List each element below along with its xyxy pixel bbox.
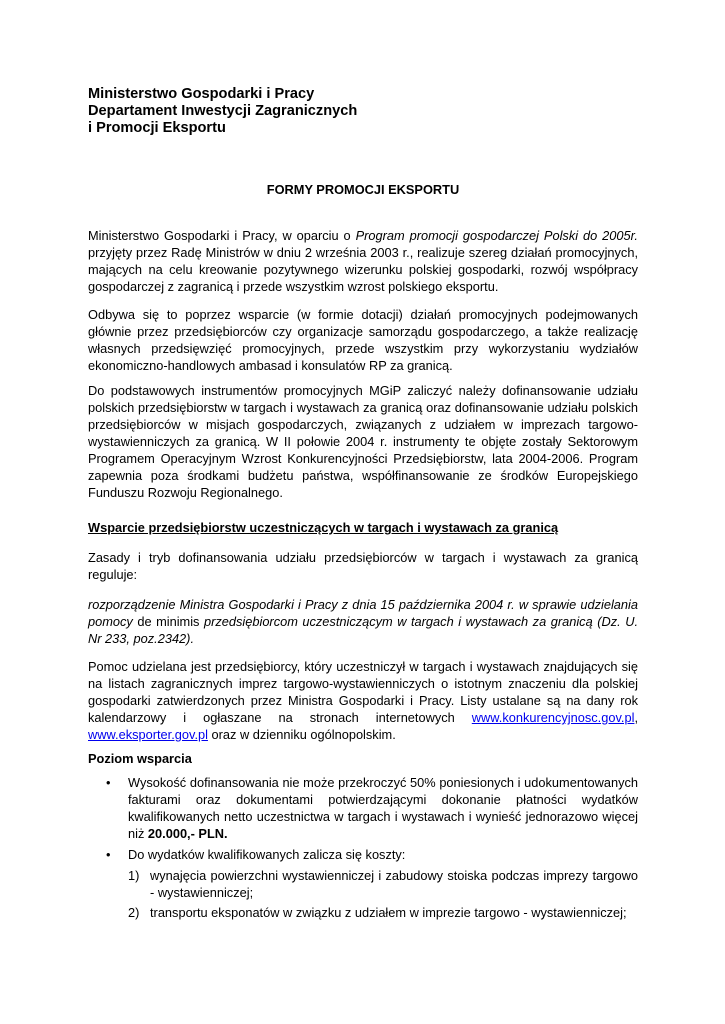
document-page [88,86,638,920]
section-paragraph-1: Zasady i tryb dofinansowania udziału przedsiębiorców w targach i wystawach za granicą reguluje: [88,550,638,582]
ministry-name: Ministerstwo Gospodarki i Pracy [88,86,315,102]
bullet-icon: • [106,847,111,862]
bullet-icon: • [106,775,111,790]
item-number: 1) [128,868,140,883]
department-name: Departament Inwestycji Zagranicznych [88,103,358,119]
section-paragraph-3: Pomoc udzielana jest przedsiębiorcy, który uczestniczył w targach i wystawach znajdujących się na listach zagranicznych imprez targowo-wystawienniczych o istotnym znaczeniu dla polskiej gospodarki zatwierdzonych przez Ministra Gospodarki i Pracy. Listy ustalane są na dany rok kalendarzowy i ogłaszane na stronach internetowych www.konkurencyjnosc.gov.pl, www.eksporter.gov.pl oraz w dzienniku ogólnopolskim. [88,659,638,742]
eksporter-link[interactable]: www.eksporter.gov.pl [88,727,208,742]
section-heading: Wsparcie przedsiębiorstw uczestniczących w targach i wystawach za granicą [88,520,559,535]
page-title: FORMY PROMOCJI EKSPORTU [266,182,460,197]
intro-paragraph-2: Odbywa się to poprzez wsparcie (w formie dotacji) działań promocyjnych podejmowanych głównie przez przedsiębiorców czy organizacje samorządu gospodarczego, a także realizację własnych przedsięwzięć promocyjnych, przede wszystkim przy wykorzystaniu wydziałów ekonomiczno-handlowych ambasad i konsulatów RP za granicą. [88,307,638,373]
bullet-text: Wysokość dofinansowania nie może przekroczyć 50% poniesionych i udokumentowanych fakturami oraz dokumentami potwierdzającymi dokonanie płatności wydatków kwalifikowanych netto uczestnictwa w targach i wystawach i wynieść jednorazowo więcej niż 20.000,- PLN. [128,775,638,841]
bullet-text: Do wydatków kwalifikowanych zalicza się koszty: [128,847,406,862]
intro-paragraph-1: Ministerstwo Gospodarki i Pracy, w oparciu o Program promocji gospodarczej Polski do 2005r. przyjęty przez Radę Ministrów w dniu 2 września 2003 r., realizuje szereg działań promocyjnych, mających na celu kreowanie pozytywnego wizerunku polskiej gospodarki, rozwój współpracy gospodarczej z zagranicą i przede wszystkim wzrost polskiego eksportu. [88,228,638,294]
item-text: wynajęcia powierzchni wystawienniczej i zabudowy stoiska podczas imprezy targowo - wystawienniczej; [150,868,638,900]
item-text: transportu eksponatów w związku z udziałem w imprezie targowo - wystawienniczej; [150,905,627,920]
regulation-reference: rozporządzenie Ministra Gospodarki i Pracy z dnia 15 października 2004 r. w sprawie udzielania pomocy de minimis przedsiębiorcom uczestniczącym w targach i wystawach za granicą (Dz. U. Nr 233, poz.2342). [88,597,638,646]
intro-paragraph-3: Do podstawowych instrumentów promocyjnych MGiP zaliczyć należy dofinansowanie udziału polskich przedsiębiorstw w targach i wystawach za granicą oraz dofinansowanie udziału polskich przedsiębiorców w misjach gospodarczych, związanych z udziałem w imprezach targowo-wystawienniczych za granicą. W II połowie 2004 r. instrumenty te objęte zostały Sektorowym Programem Operacyjnym Wzrost Konkurencyjności Przedsiębiorstw, lata 2004-2006. Program zapewnia poza środkami budżetu państwa, współfinansowanie ze środków Europejskiego Funduszu Rozwoju Regionalnego. [88,383,638,500]
department-name-cont: i Promocji Eksportu [88,120,226,136]
support-level-heading: Poziom wsparcia [88,751,192,766]
item-number: 2) [128,905,140,920]
konkurencyjnosc-link[interactable]: www.konkurencyjnosc.gov.pl [471,710,635,725]
